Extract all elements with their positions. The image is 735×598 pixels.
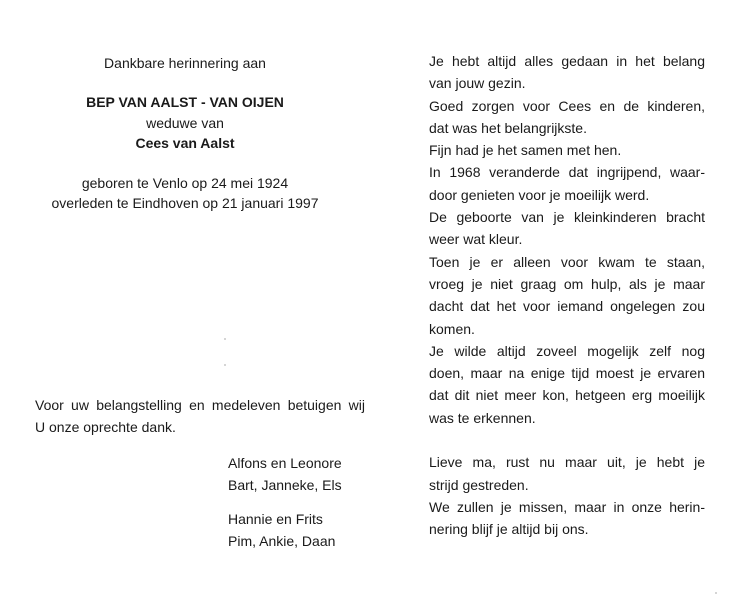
poem-line: In 1968 veranderde dat ingrijpend, waar-: [429, 164, 705, 181]
thanks-text: [35, 394, 365, 438]
poem-line: dat was het belangrijkste.: [429, 119, 587, 136]
signer-line: Hannie en Frits: [228, 511, 323, 527]
poem-gap: [429, 429, 705, 451]
poem-line: Je hebt altijd alles gedaan in het belang: [429, 53, 705, 69]
poem-line: nering blijf je altijd bij ons.: [429, 521, 589, 538]
deceased-name: BEP VAN AALST - VAN OIJEN: [86, 94, 284, 110]
relation-text: weduwe van: [146, 115, 224, 131]
poem-line: Lieve ma, rust nu maar uit, je hebt je: [429, 454, 705, 471]
poem-line: vroeg je niet graag om hulp, als je maar: [429, 275, 705, 292]
poem-text: [429, 50, 705, 541]
poem-line: door genieten voor je moeilijk werd.: [429, 186, 650, 203]
poem-line: Goed zorgen voor Cees en de kinderen,: [429, 97, 705, 114]
poem-line: doen, maar na enige tijd moest je ervaren: [429, 365, 705, 382]
thanks-line: Voor uw belangstelling en medeleven betuigen wij: [35, 397, 365, 413]
poem-line: Toen je er alleen voor kwam te staan,: [429, 253, 705, 270]
right-panel: [375, 0, 735, 598]
poem-line: We zullen je missen, maar in onze herin-: [429, 498, 705, 515]
poem-line: Je wilde altijd zoveel mogelijk zelf nog: [429, 342, 705, 359]
death-line: overleden te Eindhoven op 21 januari 1997: [51, 195, 319, 211]
poem-line: dat dit niet meer kon, hetgeen erg moeilijk: [429, 387, 705, 404]
paper-speck: [715, 592, 717, 594]
paper-speck: [224, 338, 226, 340]
birth-line: geboren te Venlo op 24 mei 1924: [81, 175, 289, 191]
thanks-line: U onze oprechte dank.: [35, 419, 176, 435]
signer-group: [228, 508, 335, 552]
poem-line: strijd gestreden.: [429, 476, 529, 493]
spouse-name: Cees van Aalst: [135, 135, 235, 151]
poem-line: De geboorte van je kleinkinderen bracht: [429, 209, 705, 226]
poem-line: Fijn had je het samen met hen.: [429, 142, 622, 159]
poem-line: van jouw gezin.: [429, 75, 526, 92]
paper-speck: [224, 364, 226, 366]
poem-line: komen.: [429, 320, 475, 337]
intro-text: Dankbare herinnering aan: [104, 55, 266, 71]
poem-line: dacht dat het voor iemand ongelegen zou: [429, 298, 705, 315]
signer-line: Pim, Ankie, Daan: [228, 533, 336, 549]
signer-line: Alfons en Leonore: [228, 455, 342, 471]
signer-group: [228, 452, 342, 496]
poem-line: was te erkennen.: [429, 409, 536, 426]
signer-line: Bart, Janneke, Els: [228, 477, 342, 493]
poem-line: weer wat kleur.: [429, 231, 523, 248]
